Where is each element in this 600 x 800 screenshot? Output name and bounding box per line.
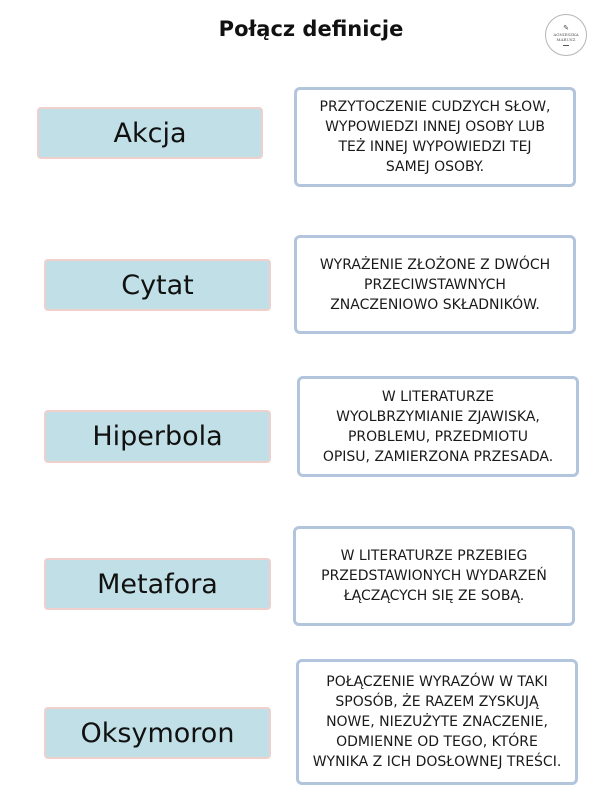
term-label: Metafora: [97, 568, 218, 600]
definition-text: [323, 387, 553, 467]
definition-line: WYOLBRZYMIANIE ZJAWISKA,: [336, 408, 540, 425]
definition-line: PRZEDSTAWIONYCH WYDARZEŃ: [321, 568, 547, 584]
definition-line: ODMIENNE OD TEGO, KTÓRE: [336, 734, 538, 750]
term-label: Hiperbola: [92, 421, 223, 452]
term-label: Akcja: [113, 117, 187, 149]
definition-line: TEŻ INNEJ WYPOWIEDZI TEJ: [338, 139, 532, 155]
page-title: Połącz definicje: [218, 17, 404, 41]
term-card-hiperbola[interactable]: [44, 410, 271, 463]
term-card-akcja[interactable]: [37, 107, 263, 159]
definition-line: OPISU, ZAMIERZONA PRZESADA.: [322, 448, 554, 465]
pen-icon: ✎: [563, 24, 569, 32]
definition-line: NOWE, NIEZUŻYTE ZNACZENIE,: [326, 714, 548, 730]
logo-divider: [563, 45, 569, 46]
definition-line: WYNIKA Z ICH DOSŁOWNEJ TREŚCI.: [312, 754, 562, 770]
definition-card-4[interactable]: [293, 526, 575, 626]
term-card-metafora[interactable]: [44, 558, 271, 610]
definition-card-3[interactable]: [297, 376, 579, 477]
definition-line: POŁĄCZENIE WYRAZÓW W TAKI: [326, 674, 548, 690]
definition-line: ŁĄCZĄCYCH SIĘ ZE SOBĄ.: [343, 588, 525, 604]
definition-card-5[interactable]: [296, 659, 578, 785]
definition-text: [320, 255, 550, 315]
definition-line: W LITERATURZE: [381, 388, 495, 405]
author-logo: [545, 14, 587, 56]
definition-line: SPOSÓB, ŻE RAZEM ZYSKUJĄ: [335, 694, 539, 710]
logo-line-1: AGNIESZKA: [553, 32, 579, 37]
definition-text: [320, 97, 551, 177]
logo-line-2: MARUSZ: [556, 37, 576, 42]
definition-line: PROBLEMU, PRZEDMIOTU: [347, 428, 529, 445]
term-card-cytat[interactable]: [44, 259, 271, 311]
definition-line: ZNACZENIOWO SKŁADNIKÓW.: [330, 296, 540, 313]
definition-line: PRZECIWSTAWNYCH: [364, 276, 506, 293]
definition-line: W LITERATURZE PRZEBIEG: [340, 548, 528, 564]
definition-line: PRZYTOCZENIE CUDZYCH SŁOW,: [319, 99, 551, 115]
term-card-oksymoron[interactable]: [44, 707, 271, 759]
definition-card-2[interactable]: [294, 235, 576, 334]
definition-card-1[interactable]: [294, 87, 576, 187]
definition-line: SAMEJ OSOBY.: [385, 159, 485, 175]
definition-line: WYRAŻENIE ZŁOŻONE Z DWÓCH: [319, 256, 551, 273]
definition-line: WYPOWIEDZI INNEJ OSOBY LUB: [325, 119, 545, 135]
term-label: Oksymoron: [80, 717, 235, 749]
definition-text: [321, 546, 547, 606]
term-label: Cytat: [121, 269, 194, 301]
definition-text: [313, 672, 562, 772]
